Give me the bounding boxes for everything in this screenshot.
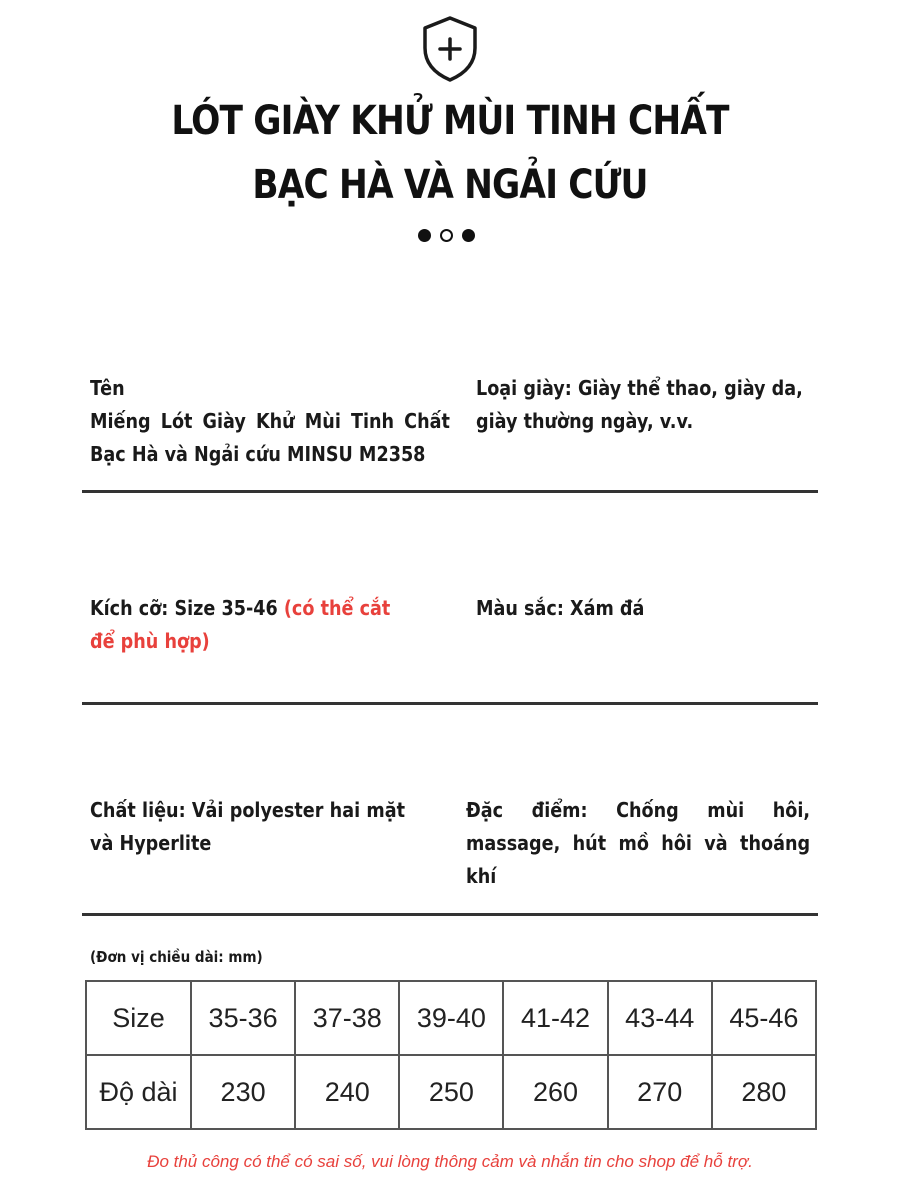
length-cell: 230 bbox=[191, 1055, 295, 1129]
size-cell: 41-42 bbox=[503, 981, 607, 1055]
spec-size bbox=[90, 592, 416, 658]
spec-name-label: Tên bbox=[90, 376, 125, 400]
length-cell: 270 bbox=[608, 1055, 712, 1129]
spec-size-text: Kích cỡ: Size 35-46 bbox=[90, 596, 284, 620]
length-cell: 280 bbox=[712, 1055, 816, 1129]
length-cell: 260 bbox=[503, 1055, 607, 1129]
row-header-size: Size bbox=[86, 981, 191, 1055]
size-cell: 45-46 bbox=[712, 981, 816, 1055]
table-row-size bbox=[86, 981, 816, 1055]
spec-shoe-type: Loại giày: Giày thể thao, giày da, giày thường ngày, v.v. bbox=[476, 376, 803, 433]
page-title-line-1: LÓT GIÀY KHỬ MÙI TINH CHẤT bbox=[171, 98, 729, 144]
spec-name bbox=[90, 372, 450, 471]
divider bbox=[82, 913, 818, 916]
spec-size-note: (có thể cắt để phù hợp) bbox=[90, 596, 391, 653]
measurement-disclaimer: Đo thủ công có thể có sai số, vui lòng thông cảm và nhắn tin cho shop để hỗ trợ. bbox=[147, 1152, 753, 1171]
dot-2 bbox=[440, 229, 453, 242]
dot-3 bbox=[462, 229, 475, 242]
unit-note: (Đơn vị chiều dài: mm) bbox=[90, 948, 263, 966]
size-cell: 35-36 bbox=[191, 981, 295, 1055]
table-row-length bbox=[86, 1055, 816, 1129]
spec-color: Màu sắc: Xám đá bbox=[476, 596, 645, 620]
divider bbox=[82, 702, 818, 705]
size-cell: 39-40 bbox=[399, 981, 503, 1055]
length-cell: 250 bbox=[399, 1055, 503, 1129]
dot-1 bbox=[418, 229, 431, 242]
spec-material: Chất liệu: Vải polyester hai mặt và Hyperlite bbox=[90, 798, 406, 855]
shield-plus-icon bbox=[419, 14, 481, 84]
spec-name-value: Miếng Lót Giày Khử Mùi Tinh Chất Bạc Hà và Ngải cứu MINSU M2358 bbox=[90, 409, 450, 466]
size-chart-table bbox=[85, 980, 817, 1130]
length-cell: 240 bbox=[295, 1055, 399, 1129]
divider bbox=[82, 490, 818, 493]
page-title-line-2: BẠC HÀ VÀ NGẢI CỨU bbox=[252, 162, 648, 208]
spec-features: Đặc điểm: Chống mùi hôi, massage, hút mồ hôi và thoáng khí bbox=[466, 798, 811, 888]
pagination-dots bbox=[418, 229, 475, 242]
size-cell: 37-38 bbox=[295, 981, 399, 1055]
row-header-length: Độ dài bbox=[86, 1055, 191, 1129]
size-cell: 43-44 bbox=[608, 981, 712, 1055]
